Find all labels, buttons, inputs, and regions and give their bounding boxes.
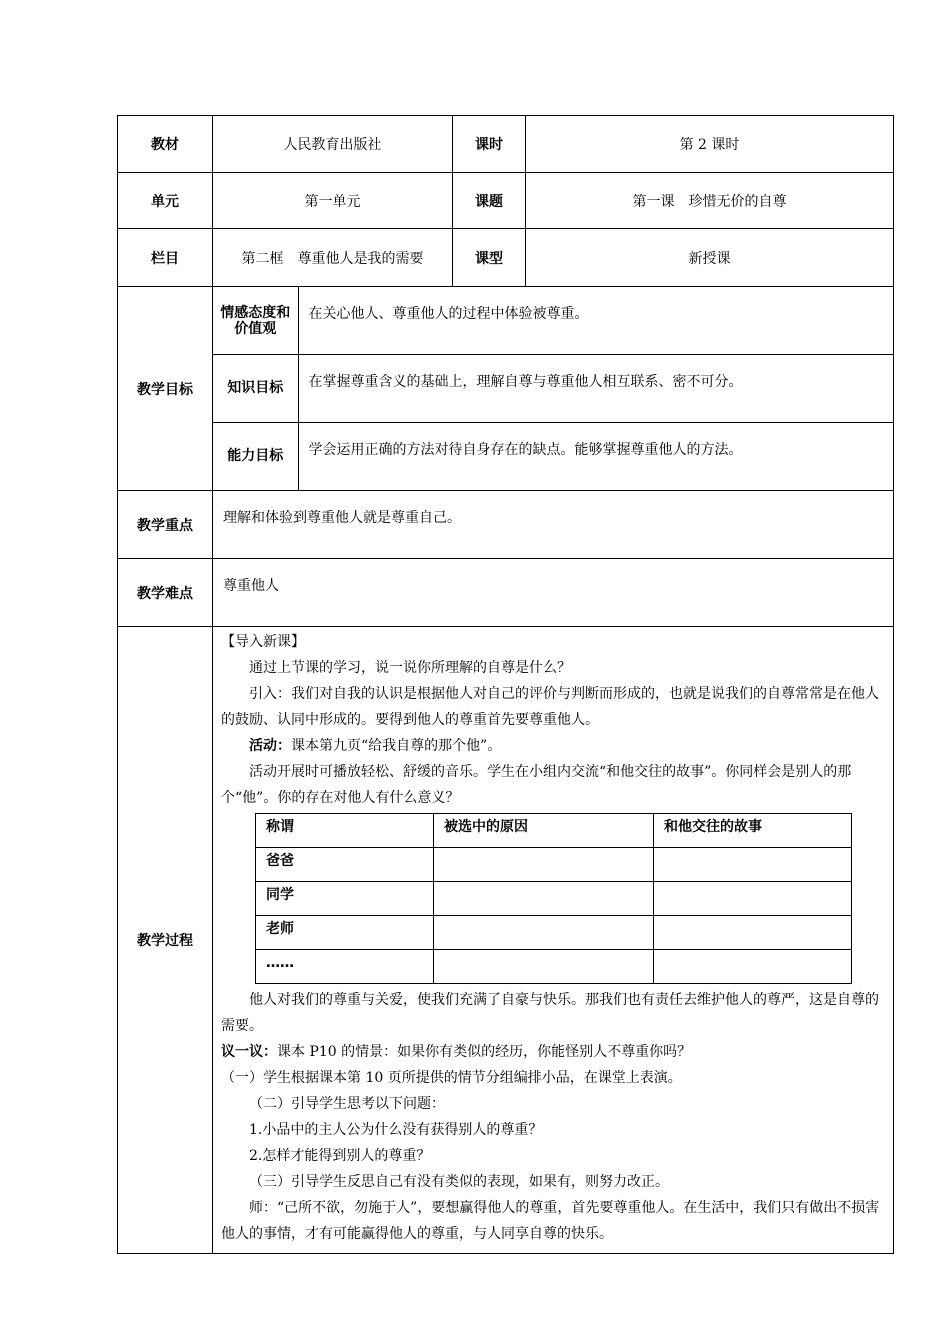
row-textbook: [118, 116, 894, 173]
story-header-title: 称谓: [256, 814, 434, 848]
type-value: 新授课: [526, 229, 894, 287]
table-row: [256, 950, 852, 984]
key-point-label: 教学重点: [118, 491, 213, 559]
activity-label: 活动：: [249, 738, 291, 754]
goal-ability: [213, 422, 893, 490]
goal-affect-text: 在关心他人、尊重他人的过程中体验被尊重。: [308, 306, 589, 322]
process-content: [213, 627, 894, 1254]
column-label: 栏目: [118, 229, 213, 287]
story-row-label: 同学: [256, 882, 434, 916]
key-point-text: 理解和体验到尊重他人就是尊重自己。: [213, 491, 894, 559]
process-p5: （一）学生根据课本第 10 页所提供的情节分组编排小品，在课堂上表演。: [221, 1070, 682, 1086]
process-p2: 引入：我们对自我的认识是根据他人对自己的评价与判断而形成的，也就是说我们的自尊常常是在他人的鼓励、认同中形成的。要得到他人的尊重首先要尊重他人。: [221, 686, 879, 728]
activity-line: [221, 733, 885, 759]
story-header-story: 和他交往的故事: [654, 814, 852, 848]
activity-text: 课本第九页“给我自尊的那个他”。: [291, 738, 502, 754]
goal-knowledge-text: 在掌握尊重含义的基础上，理解自尊与尊重他人相互联系、密不可分。: [298, 354, 893, 422]
difficulty-label: 教学难点: [118, 559, 213, 627]
row-key-point: [118, 491, 894, 559]
goal-knowledge-label: 知识目标: [213, 354, 298, 422]
story-row-label: ……: [256, 950, 434, 984]
textbook-value: 人民教育出版社: [213, 116, 453, 173]
process-p4: 他人对我们的尊重与关爱，使我们充满了自豪与快乐。那我们也有责任去维护他人的尊严，这是自尊的需要。: [221, 992, 879, 1034]
goals-label: 教学目标: [118, 287, 213, 491]
process-p1: 通过上节课的学习，说一说你所理解的自尊是什么？: [249, 660, 571, 676]
unit-value: 第一单元: [213, 173, 453, 229]
period-label: 课时: [453, 116, 526, 173]
discuss-text: 课本 P10 的情景：如果你有类似的经历，你能怪别人不尊重你吗？: [277, 1044, 692, 1060]
row-process: [118, 627, 894, 1254]
lesson-plan-table: [117, 115, 894, 1254]
row-column: [118, 229, 894, 287]
row-unit: [118, 173, 894, 229]
process-p9: （三）引导学生反思自己有没有类似的表现，如果有，则努力改正。: [249, 1174, 669, 1190]
story-header-reason: 被选中的原因: [434, 814, 654, 848]
discuss-line: [221, 1039, 885, 1065]
textbook-label: 教材: [118, 116, 213, 173]
goal-ability-text: 学会运用正确的方法对待自身存在的缺点。能够掌握尊重他人的方法。: [298, 422, 893, 490]
unit-label: 单元: [118, 173, 213, 229]
type-label: 课型: [453, 229, 526, 287]
topic-label: 课题: [453, 173, 526, 229]
goal-affect-label: 情感态度和价值观: [213, 287, 298, 354]
column-value: 第二框 尊重他人是我的需要: [213, 229, 453, 287]
row-difficulty: [118, 559, 894, 627]
process-p10: 师：“己所不欲，勿施于人”，要想赢得他人的尊重，首先要尊重他人。在生活中，我们只有做出不损害他人的事情，才有可能赢得他人的尊重，与人同享自尊的快乐。: [221, 1200, 880, 1242]
goals-subtable: [213, 287, 893, 490]
goal-ability-label: 能力目标: [213, 422, 298, 490]
topic-value: 第一课 珍惜无价的自尊: [526, 173, 894, 229]
story-row-label: 老师: [256, 916, 434, 950]
lesson-plan-page: [117, 115, 893, 1254]
row-goals: [118, 287, 894, 491]
difficulty-text: 尊重他人: [213, 559, 894, 627]
story-table-header: [256, 814, 852, 848]
goal-affect: [213, 287, 893, 354]
goal-knowledge: [213, 354, 893, 422]
table-row: [256, 916, 852, 950]
process-label: 教学过程: [118, 627, 213, 1254]
discuss-label: 议一议：: [221, 1044, 277, 1060]
process-p3: 活动开展时可播放轻松、舒缓的音乐。学生在小组内交流“和他交往的故事”。你同样会是别人的那个“他”。你的存在对他人有什么意义？: [221, 764, 852, 806]
table-row: [256, 848, 852, 882]
period-value: 第 2 课时: [526, 116, 894, 173]
table-row: [256, 882, 852, 916]
intro-heading: 【导入新课】: [221, 634, 305, 650]
process-p8: 2.怎样才能得到别人的尊重？: [249, 1148, 431, 1164]
story-row-label: 爸爸: [256, 848, 434, 882]
story-table: [255, 813, 852, 984]
process-p7: 1.小品中的主人公为什么没有获得别人的尊重？: [249, 1122, 543, 1138]
process-p6: （二）引导学生思考以下问题：: [249, 1096, 445, 1112]
